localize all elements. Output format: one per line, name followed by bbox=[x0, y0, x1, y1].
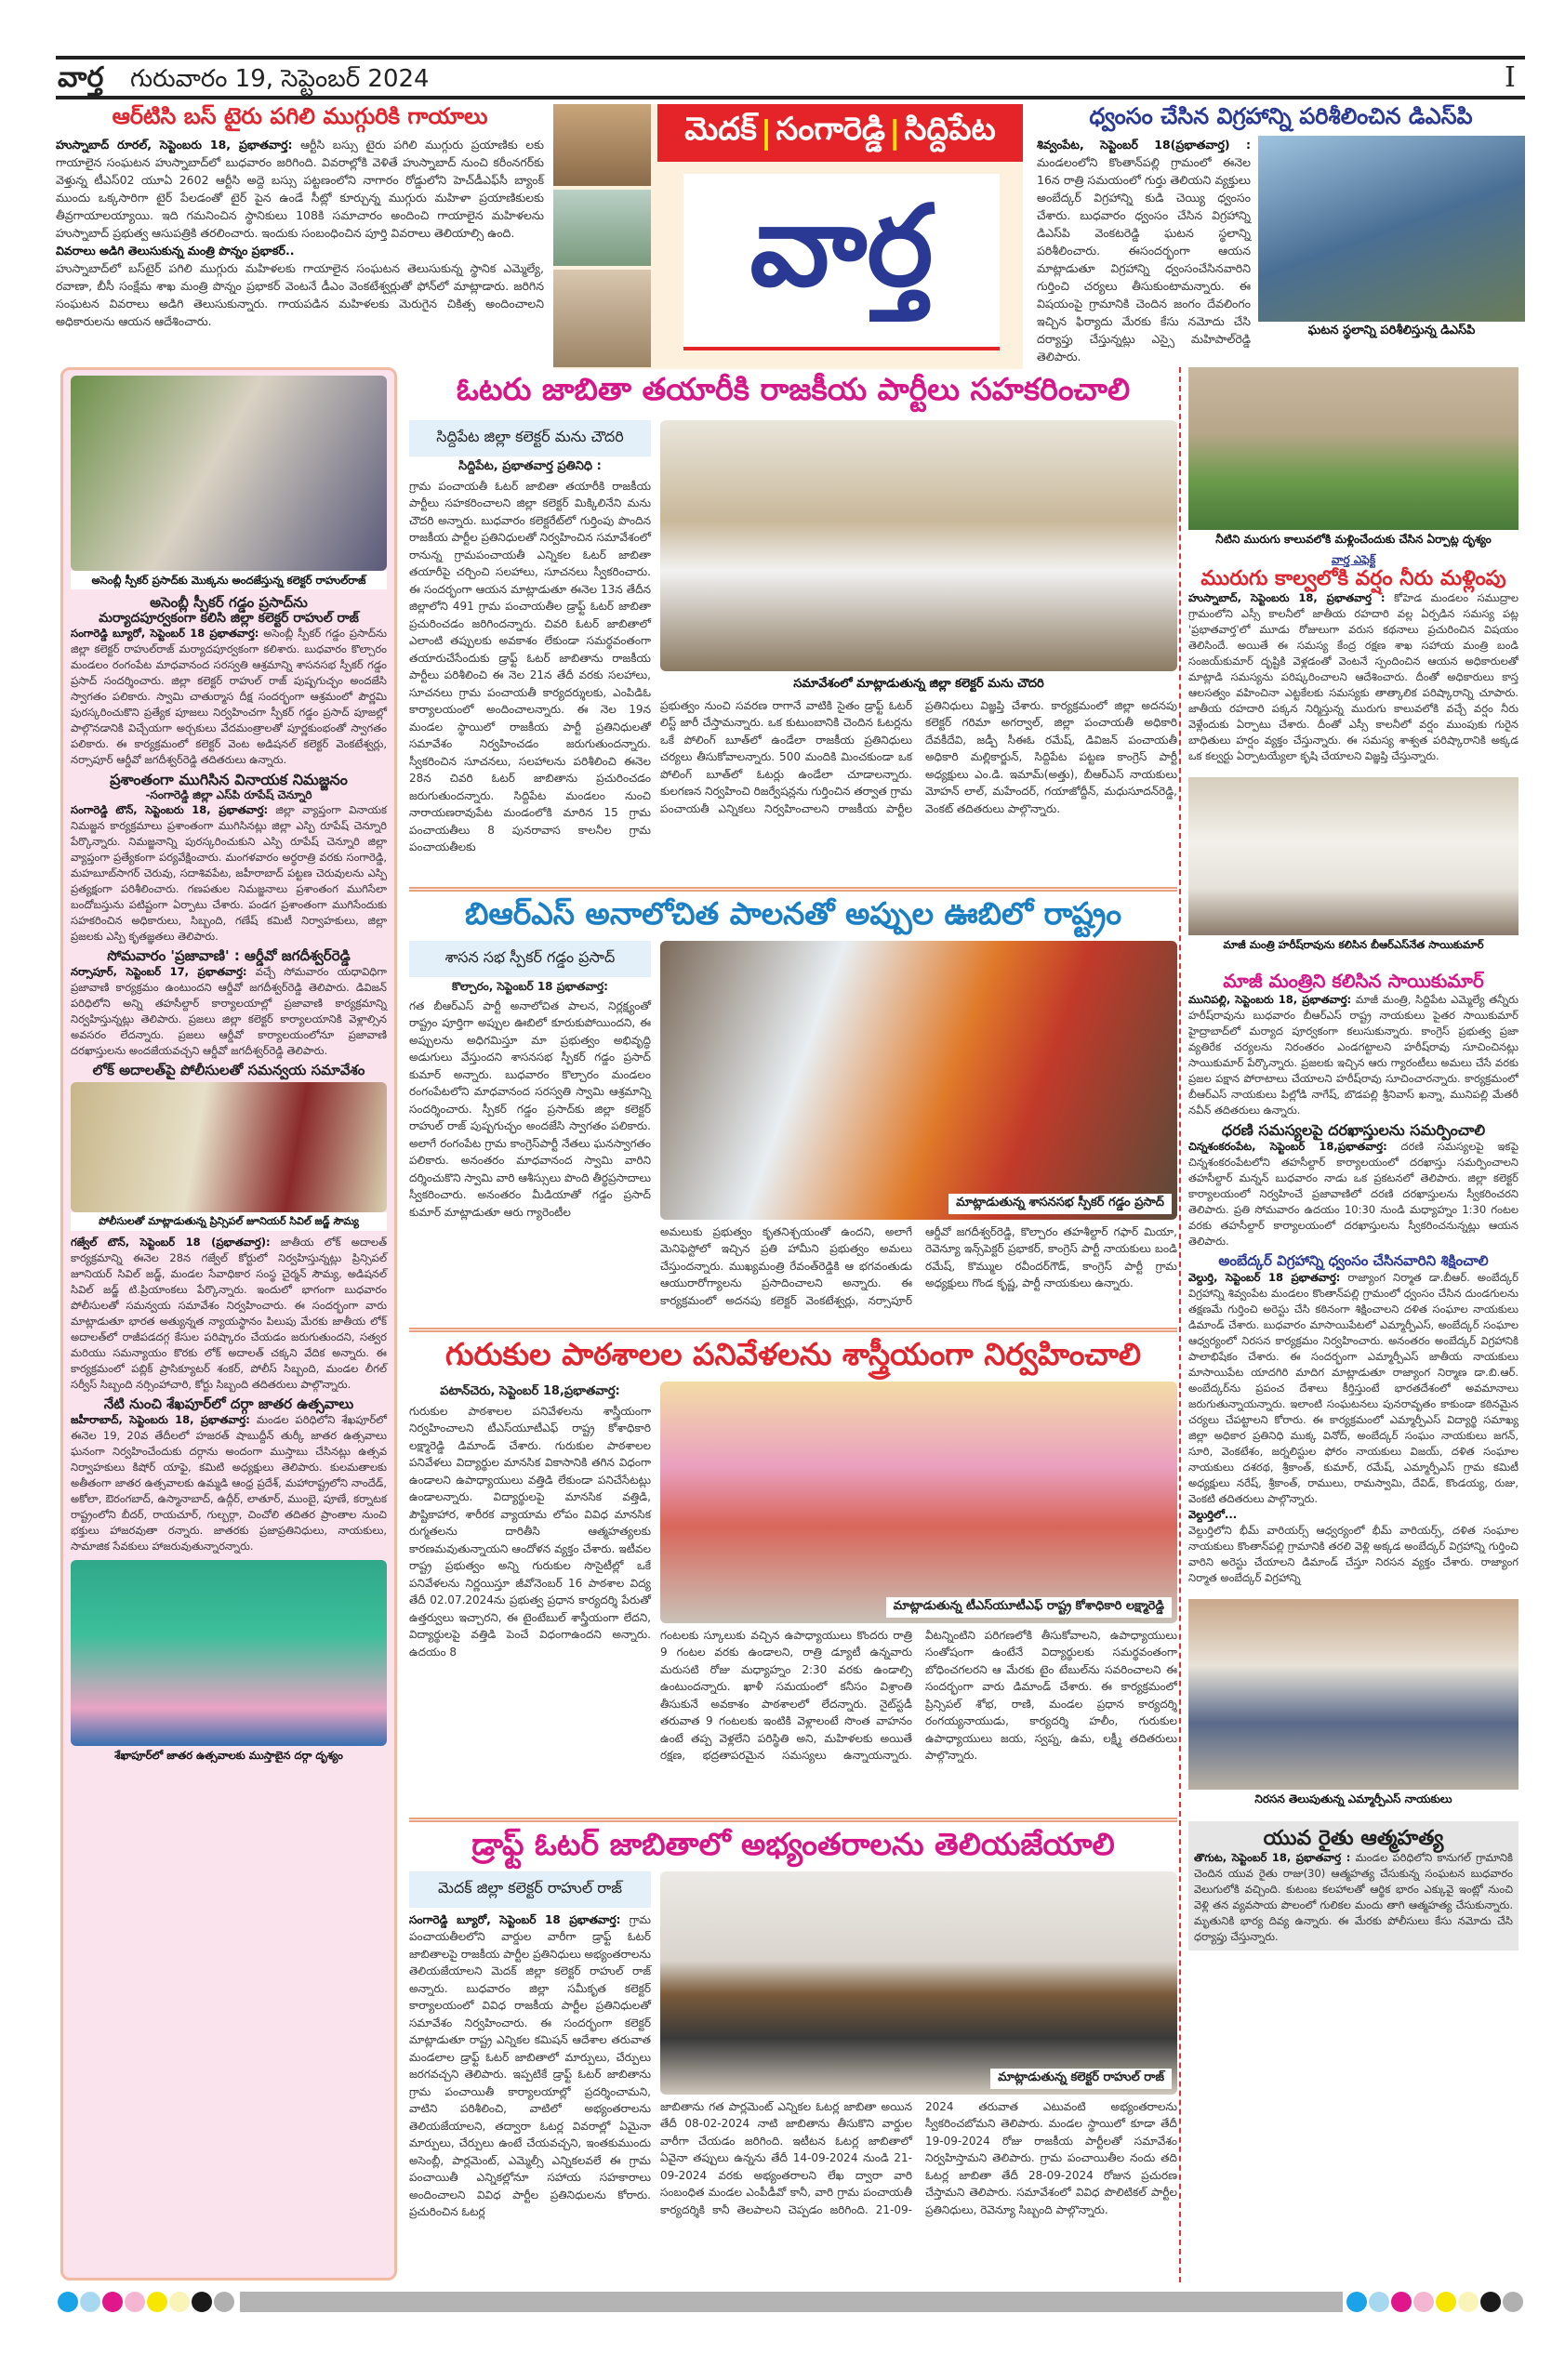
speaker-plant-photo bbox=[71, 376, 387, 571]
body: అమలుకు ప్రభుత్వం కృతనిశ్చయంతో ఉందని, అలాగే మెనిఫెస్టోలో ఇచ్చిన ప్రతి హామీని ప్రభుత్వం అమలు చేస్తుందన్నారు. ముఖ్యమంత్రి రేవంత్‌రెడ్డికి ఆ భగవంతుడు ఆయురారోగ్యాలను ప్రసాదించాలని అన్నారు. ఈ కార్యక్రమంలో అదనపు కలెక్టర్ వెంకటేశ్వర్లు, నర్సాపూర్ ఆర్డీవో జగదీశ్వర్‌రెడ్డి, కొల్చారం తహశీల్దార్ గఫార్ మియా, రెవెన్యూ ఇన్స్‌పెక్టర్ ప్రభాకర్, కాంగ్రెస్ పార్టీ నాయకులు బండి రమేష్, కొమ్ముల రవీందర్‌గౌడ్, కాంగ్రెస్ పార్టీ గ్రామ అధ్యక్షులు గొండ కృష్ణ, పార్టీ నాయకులు ఉన్నారు. bbox=[660, 1224, 1177, 1307]
subhead: -సంగారెడ్డి జిల్లా ఎస్‌పి రూపేష్ చెన్నూరి bbox=[145, 787, 312, 801]
headline: నేటి నుంచి శేఖపూర్‌లో దర్గా జాతర ఉత్సవాలు bbox=[103, 1395, 354, 1413]
body: ప్రభుత్వం నుంచి సవరణ రాగానే వాటికి సైతం డ్రాఫ్ట్ ఓటర్ లిస్ట్ జారీ చేస్తామన్నారు. ఒక కుటుంబానికి చెందిన ఓటర్లను ఒకే పోలింగ్ బూత్‌లో ఉండేలా రాజకీయ ప్రతినిధులు చర్యలు తీసుకోవాలన్నారు. 500 మందికి మించకుండా ఒక పోలింగ్ బూత్‌లో ఓటర్లు ఉండేలా చూడాలన్నారు. కులగణన నిర్వహించి రిజర్వేషన్లను గుర్తించిన తర్వాత గ్రామ పంచాయతీ ఎన్నికలు నిర్వహించాలని రాజకీయ పార్టీల ప్రతినిధులు విజ్ఞప్తి చేశారు. కార్యక్రమంలో జిల్లా అదనపు కలెక్టర్ గరిమా అగర్వాల్, జిల్లా పంచాయతీ అధికారి దేవకీదేవి, జడ్పీ సీఈఓ రమేష్, డివిజన్ పంచాయతీ అధికారి మల్లికార్జున్, సిద్దిపేట పట్టణ కాంగ్రెస్ పార్టీ అధ్యక్షులు ఎం.డి. ఇమామ్(అత్తు), బీఆర్‌ఎస్ నాయకులు మోహన్ లాల్, మహేందర్, గయాజోద్దీన్, మధుసూదన్‌రెడ్డి, వెంకట్ తదితరులు పాల్గొన్నారు. bbox=[660, 698, 1177, 815]
edition-medak: మెదక్ bbox=[684, 111, 757, 148]
temple-photo bbox=[553, 104, 651, 186]
edition-siddipet: సిద్దిపేట bbox=[904, 111, 996, 148]
collector-rahul-meeting-photo bbox=[660, 1871, 1177, 2095]
subhead: వివరాలు అడిగి తెలుసుకున్న మంత్రి పొన్నం ప్రభాకర్.. bbox=[56, 243, 295, 258]
article-draft-voter-medak bbox=[409, 1827, 1177, 2282]
church-photo bbox=[553, 270, 651, 367]
article-dsp-statue bbox=[1037, 104, 1525, 365]
edition-banner: మెదక్ | సంగారెడ్డి | సిద్దిపేట bbox=[657, 104, 1023, 162]
body: జాబితాను గత పార్లమెంట్ ఎన్నికల ఓటర్ల జాబితా అయిన తేదీ 08-02-2024 నాటి జాబితాను తీసుకొని వార్డుల వారీగా చేయడం జరిగింది. ఇటీటన ఓటర్ల జాబితాలో ఏవైనా తప్పులు ఉన్నను తేదీ 14-09-2024 నుండి 21-09-2024 వరకు అభ్యంతరాలని లేఖ ద్వారా వారి సంబంధిత మండల ఎంపీడీవో కానీ, వారి గ్రామ పంచాయతీ కార్యదర్శికి కానీ తెలపాలని చెప్పడం జరిగింది. 21-09-2024 తరువాత ఎటువంటి అభ్యంతరాలను స్వీకరించబోమని తెలిపారు. మండల స్థాయిలో కూడా తేదీ 19-09-2024 రోజు రాజకీయ పార్టీలతో సమావేశం నిర్వహిస్తామని తెలిపారు. గ్రామ పంచాయితీల నందు తది ఓటర్ల జాబితా తేదీ 28-09-2024 రోజున ప్రచురణ చేస్తామని తెలిపారు. సమావేశంలో వివిధ పొలిటికల్ పార్టీల ప్రతినిధులు, రెవెన్యూ సిబ్బంది పాల్గొన్నారు. bbox=[660, 2099, 1177, 2216]
header-date: గురువారం 19, సెప్టెంబర్ 2024 bbox=[130, 65, 430, 93]
headline: లోక్ అదాలత్‌పై పోలీసులతో సమన్వయ సమావేశం bbox=[92, 1061, 365, 1078]
fountain-photo bbox=[553, 190, 651, 266]
body: దరణి సమస్యలపై ఇకపై చిన్నశంకరంపేటలోని తహసీల్దార్ కార్యాలయంలో దరఖాస్తు సమర్పించాలని తహసీల్దార్ మన్నన్ బుధవారం నాడు ఒక ప్రకటనలో తెలిపారు. జిల్లా కలెక్టర్ కార్యాలయంలో నిర్వహించే ప్రజావాణిలో దరణి దరఖాస్తులను స్వీకరించరని తెలిపారు. ప్రతి సోమవారం ఉదయం 10:30 నుండి మధ్యాహ్నం 1:30 గంటల వరకు తహసీల్దార్ కార్యాలయంలో దరఖాస్తులను స్వీకరించనున్నట్లు ఆయన తెలిపారు. bbox=[1188, 1140, 1519, 1249]
headline: అసెంబ్లీ స్పీకర్ గడ్డం ప్రసాద్‌ను bbox=[150, 594, 308, 611]
body: రాజ్యాంగ నిర్మాత డా.బీఆర్. అంబేద్కర్ విగ్రహాన్ని శివ్వంపేట మండలం కొంతాన్‌పల్లి గ్రామంలో ధ్వంసం చేసిన దుండగులను తక్షణమే గుర్తించి అరెస్టు చేసి కఠినంగా శిక్షించాలని దళిత సంఘాల నాయకులు డిమాండ్ చేశారు. బుధవారం మాసాయిపేటలో ఎమ్మార్పీఎస్, అంబేద్కర్ సంఘాల ఆధ్వర్యంలో నిరసన కార్యక్రమం నిర్వహించారు. అనంతరం అంబేద్కర్ విగ్రహానికి పాలాభిషేకం చేశారు. ఈ సందర్భంగా ఎమ్మార్పీఎస్ జాతీయ నాయకులు మాసాయిపేట యాదగిరి మాదిగ మాట్లాడుతూ రాజ్యాంగ నిర్మాణ డా.బి.ఆర్. అంబేద్కర్‌ను ప్రపంచ దేశాలు కీర్తిస్తుంటే భారతదేశంలో అవమానాలు జరుగుతున్నాయన్నారు. ఇలాంటి సంఘటనలు పునరావృతం కాకుండా కఠినమైన చర్యలు చేపట్టాలని కోరారు. ఈ కార్యక్రమంలో ఎమ్మార్పీఎస్ విద్యార్థి సమాఖ్య జిల్లా అధికార ప్రతినిధి ముక్క వినోద్, అంబేద్కర్ సంఘం నాయకులు జగన్, సూరి, వెంకటేశం, జర్నలిస్టుల ఫోరం నాయకులు విజయ్, దళిత సంఘాల నాయకులు దశరథ, శ్రీకాంత్, కుమార్, రమేష్, ఎమ్మార్పీఎస్ గ్రామ కమిటీ అధ్యక్షులు నరేష్, శ్రీకాంత్, రాములు, రామస్వామి, దేవిడ్, కొండయ్య, రుజు, వెంకటి తదితరులు పాల్గొన్నారు. bbox=[1188, 1270, 1519, 1505]
dateline: సంగారెడ్డి టౌన్, సెప్టెంబరు 18, ప్రభాతవార్త: bbox=[71, 802, 269, 816]
body: గ్రామ పంచాయతీలలోని వార్డుల వారీగా డ్రాఫ్ట్ ఓటర్ జాబితాలపై రాజకీయ పార్టీల ప్రతినిధులు అభ్యంతరాలను తెలియజేయాలని మెదక్ జిల్లా కలెక్టర్ రాహుల్ రాజ్ అన్నారు. బుధవారం జిల్లా సమీకృత కలెక్టర్ కార్యాలయంలో వివిధ రాజకీయ పార్టీల ప్రతినిధులతో సమావేశం నిర్వహించారు. ఈ సందర్భంగా కలెక్టర్ మాట్లాడుతూ రాష్ట్ర ఎన్నికల కమిషన్ ఆదేశాల తరువాత మండలాల డ్రాఫ్ట్ ఓటర్ జాబితాలో మార్పులు, చేర్పులు జరగవచ్చని తెలిపారు. ఇప్పటికే డ్రాఫ్ట్ ఓటర్ జాబితాను గ్రామ పంచాయితీ కార్యాలయాల్లో ప్రదర్శించామని, వాటిని పరిశీలించి, వాటిలో అభ్యంతరాలను తెలియజేయాలని, తద్వారా ఓటర్ల వివరాల్లో ఏమైనా మార్పులు, చేర్పులు ఉంటే చేయవచ్చని, ఇంతకుముందు అసెంబ్లీ, పార్లమెంట్, ఎమ్మెల్సీ ఎన్నికలవలే ఈ గ్రామ పంచాయితీ ఎన్నికల్లోనూ సహాయ సహకారాలు అందించాలని వివిధ పార్టీల ప్రతినిధులను కోరారు. ప్రచురించిన ఓటర్ల bbox=[409, 1912, 651, 2219]
body: గ్రామ పంచాయతీ ఓటర్ జాబితా తయారీకి రాజకీయ పార్టీలు సహకరించాలని జిల్లా కలెక్టర్ మిక్కిలినేని మను చౌదరి అన్నారు. బుధవారం కలెక్టరేట్‌లో గుర్తింపు పొందిన రాజకీయ పార్టీల ప్రతినిధులతో నిర్వహించిన సమావేశంలో రానున్న గ్రామపంచాయతీ ఎన్నికల ఓటర్ జాబితా తయారీపై చర్చించి సలహాలు, సూచనలు స్వీకరించారు. ఈ సందర్భంగా ఆయన మాట్లాడుతూ ఈనెల 13న తేదీన జిల్లాలోని 491 గ్రామ పంచాయతీల డ్రాఫ్ట్ ఓటర్ జాబితా ప్రచురించడం జరిగిందన్నారు. చివరి ఓటర్ జాబితాలో ఎలాంటి తప్పులకు అవకాశం లేకుండా సమర్థవంతంగా తయారుచేసేందుకు డ్రాఫ్ట్ ఓటర్ జాబితాను రాజకీయ పార్టీలు పరిశీలించి ఈ నెల 21న తేదీ వరకు సలహాలు, సూచనలు గ్రామ పంచాయతీ కార్యదర్శులకు, ఎంపిడిఓ కార్యాలయంలో అందించాలన్నారు. ఈ నెల 19న మండల స్థాయిలో రాజకీయ పార్టీ ప్రతినిధులతో సమావేశం నిర్వహించడం జరుగుతుందన్నారు. స్వీకరించిన సూచనలు, సలహాలను పరిశీలించి ఈనెల 28న చివరి ఓటర్ జాబితాను ప్రచురించడం జరుగుతుందన్నారు. సిద్దిపేట మండలం నుంచి నారాయణరావుపేట మండంలోకి మారిన 15 గ్రామ పంచాయతీలు 8 పునరావాస కాలనీల గ్రామ పంచాయతీలకు bbox=[409, 479, 651, 854]
speaker-photo bbox=[660, 941, 1177, 1220]
section-divider bbox=[409, 887, 1177, 892]
dateline: చిన్నశంకరంపేట, సెప్టెంబర్ 18,ప్రభాతవార్త: bbox=[1188, 1140, 1387, 1154]
kicker: వార్త ఎఫెక్ట్ bbox=[1331, 553, 1376, 566]
headline: అంబేద్కర్ విగ్రహాన్ని ధ్వంసం చేసినవారిని శిక్షించాలి bbox=[1218, 1252, 1489, 1270]
section-divider bbox=[409, 1328, 1177, 1332]
photo-caption: పోలీసులతో మాట్లాడుతున్న ప్రిన్సిపల్ జూనియర్ సివిల్ జడ్జ్ సౌమ్య bbox=[71, 1212, 387, 1231]
headline: ధ్వంసం చేసిన విగ్రహాన్ని పరిశీలించిన డిఎస్‌పి bbox=[1089, 103, 1473, 129]
dateline: తొగుట, సెప్టెంబర్ 18, ప్రభాతవార్త : bbox=[1194, 1851, 1351, 1865]
headline: ఓటరు జాబితా తయారీకి రాజకీయ పార్టీలు సహకరించాలి bbox=[456, 372, 1131, 407]
left-column-box bbox=[60, 367, 397, 2281]
right-column bbox=[1188, 367, 1519, 2282]
headline: మాజీ మంత్రిని కలిసిన సాయికుమార్ bbox=[1223, 970, 1484, 993]
header-bottom-rule bbox=[56, 96, 1525, 99]
header-top-rule bbox=[56, 56, 1525, 60]
collector-meeting-photo bbox=[660, 420, 1177, 671]
registration-dot bbox=[102, 2292, 123, 2312]
headline: ప్రశాంతంగా ముగిసిన వినాయక నిమజ్జనం bbox=[110, 771, 348, 789]
body: జిల్లా వ్యాప్తంగా వినాయక నిమజ్జన కార్యక్రమాలు ప్రశాంతంగా ముగిసినట్లు జిల్లా ఎస్పి రూపేష్ చెన్నూరి పేర్కొన్నారు. నిమజ్జనాన్ని పురస్కరించుకుని ఎస్పి రూపేష్ చెన్నూరి జిల్లా వ్యాప్తంగా ప్రత్యేకంగా పర్యవేక్షించారు. మంగళవారం అర్ధరాత్రి వరకు సంగారెడ్డి, మహబూబ్‌సాగర్ చెరువు, సదాశివపేట, జహీరాబాద్ పట్టణ చెరువులను ఎస్పి ప్రత్యక్షంగా పరిశీలించారు. గణపతుల నిమజ్జనాలు ప్రశాంతంగ ముగిసేలా బందోబస్తును పటిష్టంగా ఏర్పాటు చేశారు. పండగ ప్రశాంతంగా ముగిసేందుకు సహకరించిన అధికారులు, సిబ్బంది, గణేష్ కమిటీ నిర్వాహకులు, జిల్లా ప్రజలకు ఎస్పి కృతజ్ఞతలు తెలిపారు. bbox=[71, 802, 388, 943]
subhead: వెల్దుర్తిలో... bbox=[1188, 1507, 1238, 1521]
headline: యువ రైతు ఆత్మహత్య bbox=[1263, 1826, 1444, 1850]
police-meeting-photo bbox=[71, 1082, 387, 1212]
teachers-protest-photo bbox=[660, 1382, 1177, 1623]
registration-dot bbox=[1458, 2292, 1479, 2312]
headline: ధరణి సమస్యలపై దరఖాస్తులను సమర్పించాలి bbox=[1221, 1121, 1486, 1140]
registration-dot bbox=[147, 2292, 167, 2312]
registration-dot bbox=[1391, 2292, 1412, 2312]
photo-caption: నిరసన తెలుపుతున్న ఎమ్మార్పీఎస్ నాయకులు bbox=[1254, 1792, 1452, 1805]
registration-dot bbox=[125, 2292, 145, 2312]
photo-caption: శేఖాపూర్‌లో జాతర ఉత్సవాలకు ముస్తాబైన దర్గా దృశ్యం bbox=[114, 1749, 343, 1763]
dateline: సిద్దిపేట, ప్రభాతవార్త ప్రతినిధి : bbox=[458, 458, 602, 473]
registration-bar bbox=[58, 2290, 1525, 2314]
dateline: హుస్నాబాద్, సెప్టెంబరు 18, ప్రభాతవార్త : bbox=[1188, 591, 1386, 605]
registration-dot bbox=[1346, 2292, 1367, 2312]
photo-caption: ఘటన స్థలాన్ని పరిశీలిస్తున్న డిఎస్‌పి bbox=[1307, 323, 1476, 337]
subhead-box: సిద్దిపేట జిల్లా కలెక్టర్ మను చౌదరి bbox=[409, 420, 651, 456]
statue-photo bbox=[1258, 136, 1525, 322]
section-divider bbox=[409, 1818, 1177, 1822]
registration-dot bbox=[1369, 2292, 1389, 2312]
subhead-box: శాసన సభ స్పీకర్ గడ్డం ప్రసాద్ bbox=[409, 941, 651, 977]
dateline: హుస్నాబాద్ రూరల్, సెప్టెంబరు 18, ప్రభాతవార్త: bbox=[56, 137, 293, 152]
dateline: సంగారెడ్డి బ్యూరో, సెప్టెంబర్ 18 ప్రభాతవార్త: bbox=[409, 1912, 621, 1926]
article-bus-tyre bbox=[56, 104, 544, 330]
registration-dot bbox=[1503, 2292, 1523, 2312]
body: గత బీఆర్ఎస్ పార్టీ అనాలోచిత పాలన, నిర్లక్ష్యంతో రాష్ట్రం పూర్తిగా అప్పుల ఊబిలో కూరుకుపోయిందని, ఈ అప్పులను అధిగమిస్తూ మా ప్రభుత్వం అభివృద్ధి అడుగులు వేస్తుందని శాసనసభ స్పీకర్ గడ్డం ప్రసాద్ కుమార్ అన్నారు. బుధవారం కొల్చారం మండలం రంగంపేటలోని మాధవానంద సరస్వతి స్వామి ఆశ్రమాన్ని సందర్శించారు. స్పీకర్ గడ్డం ప్రసాద్‌కు జిల్లా కలెక్టర్ రాహుల్ రాజ్ పుష్పగుచ్ఛం అందజేసి స్వాగతం పలికారు. అలాగే రంగంపేట గ్రామ కాంగ్రెస్‌పార్టీ నేతలు ఘనస్వాగతం పలికారు. అనంతరం మాధవానంద స్వామి వారిని దర్శించుకొని స్వామి వారి ఆశీస్సులు పొంది తీర్థప్రసాదాలు స్వీకరించారు. అనంతరం మీడియాతో గడ్డం ప్రసాద్ కుమార్ మాట్లాడుతూ ఆరు గ్యారెంటీల bbox=[409, 998, 651, 1219]
registration-dot bbox=[214, 2292, 234, 2312]
mrps-protest-photo bbox=[1188, 1599, 1519, 1790]
edition-sangareddy: సంగారెడ్డి bbox=[776, 111, 886, 148]
masthead bbox=[553, 104, 1023, 369]
drain-photo bbox=[1188, 367, 1519, 530]
registration-dot bbox=[1436, 2292, 1456, 2312]
dateline: జహీరాబాద్, సెప్టెంబరు 18, ప్రభాతవార్త: bbox=[71, 1413, 250, 1427]
body: వెల్దుర్తిలోని భీమ్ వారియర్స్ ఆధ్వర్యంలో భీమ్ వారియర్స్, దళిత సంఘాల నాయకులు కొంతాన్‌పల్లి గ్రామానికి తరలి వెళ్లి అక్కడ అంబేద్కర్ విగ్రహాన్ని గుర్తించి వారిని అరెస్టు చేయాలని డిమాండ్ చేస్తూ నిరసన వ్యక్తం చేశారు. రాజ్యాంగ నిర్మాత అంబేద్కర్ విగ్రహాన్ని bbox=[1188, 1523, 1519, 1584]
article-farmer-suicide bbox=[1188, 1821, 1519, 1950]
article-gurukul-timings bbox=[409, 1337, 1177, 1816]
registration-dot bbox=[1480, 2292, 1501, 2312]
dateline: పటాన్‌చెరు, సెప్టెంబర్ 18,ప్రభాతవార్త: bbox=[440, 1383, 620, 1398]
photo-caption: మాట్లాడుతున్న శాసనసభ స్పీకర్ గడ్డం ప్రసాద్ bbox=[948, 1194, 1172, 1214]
body: మండల పరిధిలోని శేఖపూర్‌లో ఈనెల 19, 20వ తేదీలలో హజరత్ షాబుద్దీన్ తుర్కీ జాతర ఉత్సవాలు ఘనంగా నిర్వహించేందుకు దర్గాను అందంగా ముస్తాబు చేసినట్లు ఉత్సవ నిర్వాహకులు కిషోర్ యాఫై, కమిటి అధ్యక్షులు తెలిపారు. కులమతాలకు అతీతంగా జాతర ఉత్సవాలకు ఉమ్మడి ఆంధ్ర ప్రదేశ్, మహారాష్ట్రలోని నాందేడ్, అకోలా, ఔరంగబాద్, ఉస్మానాబాద్, ఉద్గీర్, లాతూర్, ముంబై, పూణే, కర్నాటక రాష్ట్రంలోని బీదర్, రాయచూర్, గుల్బర్గా, చించోలి తదితర ప్రాంతాల నుంచి భక్తులు హాజరవుతా రన్నారు. జాతరకు ప్రజాప్రతినిధులు, నాయకులు, సామాజిక సేవకులు హాజరువుతున్నారన్నారు. bbox=[71, 1413, 388, 1554]
dateline: మునిపల్లి, సెప్టెంబరు 18, ప్రభాతవార్త: bbox=[1188, 993, 1352, 1007]
article-brs-debt bbox=[409, 896, 1177, 1324]
headline: గురుకుల పాఠశాలల పనివేళలను శాస్త్రీయంగా నిర్వహించాలి bbox=[444, 1337, 1142, 1372]
page-number: I bbox=[1505, 61, 1516, 94]
body: కోహెడ మండలం సముద్రాల గ్రామంలోని ఎస్సీ కాలనీలో జాతీయ రహదారి వల్ల ఏర్పడిన సమస్య పట్ల 'ప్రభాతవార్త'లో మూడు రోజులుగా వరుస కథనాలు ప్రచురించిన విషయం తెలిసిందే. అయితే ఈ సమస్య కేంద్ర రక్షణ శాఖ సహాయ మంత్రి బండి సంజయ్‌కుమార్ దృష్టికి వెళ్లడంతో వెంటనే స్పందించిన ఆయన అధికారులతో మాట్లాడి సమస్యను పరిష్కరించాలని ఆదేశించారు. దీంతో అధికారులు కాస్త ఆలసత్వం వహించినా ఎట్టకేలకు సమస్యకు తాత్కాలిక పరిష్కారాన్ని చూపారు. జాతీయ రహదారి పక్కన నిర్మిస్తున్న మురుగు కాలువలోకి వచ్చే వర్షం నీరు వెళ్లేందుకు ఏర్పాటు చేశారు. దీంతో ఎస్సీ కాలనీలో వర్షం ముంపుకు గురైన బాధితులు హర్షం వ్యక్తం చేస్తున్నారు. ఈ సమస్య శాశ్వత పరిష్కారానికి అక్కడ ఒక కల్వర్టు ఏర్పాటయ్యేలా కృషి చేయాలని విజ్ఞప్తి చేస్తున్నారు. bbox=[1188, 591, 1519, 763]
photo-caption: మాజీ మంత్రి హరీష్‌రావును కలిసిన బీఆర్ఎస్‌నేత సాయికుమార్ bbox=[1223, 938, 1484, 952]
logo-vaartha: వార్త bbox=[683, 174, 1000, 350]
headline: మురుగు కాల్వలోకి వర్షం నీరు మళ్లింపు bbox=[1200, 566, 1506, 590]
body: గురుకుల పాఠశాలల పనివేళలను శాస్త్రీయంగా నిర్వహించాలని టీఎస్‌యూటీఎఫ్ రాష్ట్ర కోశాధికారి లక్ష్మారెడ్డి డిమాండ్ చేశారు. గురుకుల పాఠశాలల పనివేళలు విద్యార్థుల మానసిక వికాసానికి తగిన విధంగా ఉండాలని ఉపాధ్యాయులు వత్తిడి లేకుండా పనిచేసేటట్లు ఉండాలన్నారు. విద్యార్థులపై మానసిక వత్తిడి, పౌష్టికాహార, శారీరక వ్యాయామ లోపం వివిధ మానసిక రుగ్మతలను దారితీసి ఆత్మహత్యలకు కారణమవుతున్నాయని ఆందోళన వ్యక్తం చేశారు. ఇటీవల రాష్ట్ర ప్రభుత్వం అన్ని గురుకుల సొసైటీల్లో ఒకే పనివేళలను నిర్ణయిస్తూ జీవోనెంబర్ 16 పాఠశాల విద్య తేదీ 02.07.2024ను ప్రభుత్వ ప్రధాన కార్యదర్శి పేరుతో ఉత్తర్వులు ఇచ్చారని, ఈ టైంటేబుల్ శాస్త్రీయంగా లేదని, విద్యార్థులపై వత్తిడి పెంచే విధంగాఉందని అన్నారు. ఉదయం 8 bbox=[409, 1404, 651, 1659]
dargah-photo bbox=[71, 1560, 387, 1746]
headline: మర్యాదపూర్వకంగా కలిసి జిల్లా కలెక్టర్ రాహుల్ రాజ్ bbox=[99, 611, 359, 627]
body: మాజీ మంత్రి, సిద్దిపేట ఎమ్మెల్యే తన్నీరు హరీష్‌రావును బుధవారం బీఆర్ఎస్ రాష్ట్ర నాయకులు పైతర సాయికుమార్ హైద్రాబాద్‌లో మర్యాద పూర్వకంగా కలుసుకున్నారు. కాంగ్రెస్ ప్రభుత్వ ప్రజా వ్యతిరేక చర్యలను నిరంతరం ఎండగట్టాలని హరీష్‌రావు సూచించినట్లు సాయికుమార్ పేర్కొన్నారు. ప్రజలకు ఇచ్చిన ఆరు గ్యారంటీలు అమలు చేసే వరకు ప్రజల పక్షాన పోరాటాలు చేయాలని హరీష్‌రావు సూచించారన్నారు. కార్యక్రమంలో బీఆర్ఎస్ నాయకులు పిల్లోడి నాగేష్, బొడపల్లి శ్రీనివాస్ ఖన్నా, మునిపల్లి మేతరీ నవీన్ తదితరులు ఉన్నారు. bbox=[1188, 993, 1519, 1117]
dateline: శివ్వంపేట, సెప్టెంబర్ 18(ప్రభాతవార్త) : bbox=[1037, 137, 1251, 152]
headline: డ్రాఫ్ట్ ఓటర్ జాబితాలో అభ్యంతరాలను తెలియజేయాలి bbox=[471, 1827, 1115, 1862]
photo-caption: మాట్లాడుతున్న కలెక్టర్ రాహుల్ రాజ్ bbox=[990, 2069, 1172, 2089]
dateline: నర్సాపూర్, సెప్టెంబర్ 17, ప్రభాతవార్త: bbox=[71, 964, 247, 978]
photo-caption: మాట్లాడుతున్న టీఎస్‌యూటీఎఫ్ రాష్ట్ర కోశాధికారి లక్ష్మారెడ్డి bbox=[886, 1597, 1172, 1618]
article-voter-list-siddipet bbox=[409, 372, 1177, 888]
header-paper-name: వార్త bbox=[58, 61, 104, 94]
registration-dot bbox=[1413, 2292, 1434, 2312]
photo-caption: నీటిని మురుగు కాలువలోకి మళ్లించేందుకు చేసిన ఏర్పాట్ల దృశ్యం bbox=[1215, 533, 1492, 546]
body: ఆర్టీసి బస్సు టైరు పగిలి ముగ్గురు ప్రయాణికు లకు గాయాలైన సంఘటన హుస్నాబాద్‌లో బుధవారం జరిగింది. వివరాల్లోకి వెళితే హుస్నాబాద్ నుంచి కరీంనగర్‌కు వెళ్తున్న టీఎస్02 యూఏ 2602 ఆర్టీసి అద్దె బస్సు పట్టణంలోని నాగారం రోడ్డులోని హెచ్‌డీఎఫ్‌సీ బ్యాంక్ ముందు ఒక్కసారిగా టైర్ పేలడంతో టైర్ పైన ఉండే సీట్లో కూర్చున్న ముగ్గురు మహిళా ప్రయాణికులకు తీవ్రగాయాలయ్యాయి. ఇది గమనించిన స్థానికులు 108కి సమాచారం అందించి గాయాలైన మహిళలను హుస్నాబాద్ ప్రభుత్వ ఆసుపత్రికి తరలించారు. ఇందుకు సంబంధించిన పూర్తి వివరాలు తెలియాల్సి ఉంది. bbox=[56, 137, 544, 240]
body: హుస్నాబాద్‌లో బస్‌టైర్ పగిలి ముగ్గురు మహిళలకు గాయాలైన సంఘటన తెలుసుకున్న స్థానిక ఎమ్మెల్యే, రవాణా, బీసీ సంక్షేమ శాఖ మంత్రి పొన్నం ప్రభాకర్ వెంటనే డీఎం వెంకటేశ్వర్లుతో ఫోన్‌లో మాట్లాడారు. జరిగిన సంఘటన వివరాలు అడిగి తెలుసుకున్నారు. గాయపడిన మహిళలకు మెరుగైన చికిత్స అందించాలని అధికారులను ఆయన ఆదేశించారు. bbox=[56, 260, 544, 328]
body: మండలంలోని కొంతాన్‌పల్లి గ్రామంలో ఈనెల 16న రాత్రి సమయంలో గుర్తు తెలియని వ్యక్తులు అంబేద్కర్ విగ్రహాన్ని కుడి చెయ్యి ధ్వంసం చేశారు. బుధవారం ధ్వంసం చేసిన విగ్రహాన్ని డిఎస్‌పి వెంకటరెడ్డి ఘటన స్థలాన్ని పరిశీలించారు. ఈసందర్భంగా ఆయన మాట్లాడుతూ విగ్రహాన్ని ధ్వంసంచేసినవారిని గుర్తించి చర్యలు తీసుకుంటామన్నారు. ఈ విషయంపై గ్రామానికి చెందిన జంగం దేవలింగం ఇచ్చిన ఫిర్యాదు మేరకు కేసు నమోదు చేసి దర్యాప్తు చేస్తున్నట్లు ఎస్సై మహిపాల్‌రెడ్డి తెలిపారు. bbox=[1037, 154, 1251, 364]
subhead-box: మెదక్ జిల్లా కలెక్టర్ రాహుల్ రాజ్ bbox=[409, 1871, 651, 1908]
registration-dot bbox=[169, 2292, 190, 2312]
grey-strip bbox=[240, 2292, 1343, 2312]
dateline: వెల్దుర్తి, సెప్టెంబర్ 18 ప్రభాతవార్త: bbox=[1188, 1270, 1341, 1284]
registration-dot bbox=[192, 2292, 212, 2312]
photo-caption: సమావేశంలో మాట్లాడుతున్న జిల్లా కలెక్టర్ మను చౌదరి bbox=[793, 676, 1044, 691]
registration-dot bbox=[80, 2292, 100, 2312]
dateline: గజ్వేల్ టౌన్, సెప్టెంబర్ 18 (ప్రభాతవార్త): bbox=[71, 1236, 271, 1250]
headline: సోమవారం 'ప్రజావాణి' : ఆర్డీవో జగదీశ్వర్‌రెడ్డి bbox=[107, 946, 351, 964]
column-divider bbox=[1179, 367, 1181, 2282]
body: మండల పరిధిలోని కానుగల్ గ్రామానికి చెందిన యువ రైతు రాజు(30) ఆత్మహత్య చేసుకున్న సంఘటన బుధవారం వెలుగులోకి వచ్చింది. కుటంబ కలహాలతో ఆర్థిక భారం ఎక్కువై ఇంట్లో నుంచి వెళ్లి తన వ్యవసాయ పొలంలో గులికల మందు తాగి ఆత్మహత్య చేసుకున్నారు. మృతునికి భార్య దివ్య ఉన్నారు. ఈ మేరకు పోలీసులు కేసు నమోదు చేసి ధర్యాప్తు చేస్తున్నారు. bbox=[1194, 1851, 1513, 1944]
body: వచ్చే సోమవారం యధావిధిగా ప్రజావాణి కార్యక్రమం ఉంటుందని ఆర్డీవో జగదీశ్వర్‌రెడ్డి తెలిపారు. డివిజన్ పరిధిలోని అన్ని తహసీల్దార్ కార్యాలయాల్లో ప్రజావాణి కార్యక్రమాన్ని నిర్వహిస్తున్నట్లు తెలిపారు. ప్రజలు జిల్లా కలెక్టర్ కార్యాలయానికి వెళ్లాల్సిన అవసరం లేదన్నారు. ప్రజలు ఆర్డీవో కార్యాలయంలోనూ ప్రజావాణి దరఖాస్తులను అందజేయవచ్చని ఆర్డీవో జగదీశ్వర్‌రెడ్డి తెలిపారు. bbox=[71, 964, 387, 1057]
photo-caption: అసెంబ్లీ స్పీకర్ ప్రసాద్‌కు మొక్కను అందజేస్తున్న కలెక్టర్ రాహుల్‌రాజ్ bbox=[71, 571, 387, 589]
headline: బిఆర్ఎస్ అనాలోచిత పాలనతో అప్పుల ఊబిలో రాష్ట్రం bbox=[464, 896, 1122, 932]
harish-rao-photo bbox=[1188, 777, 1519, 935]
body: అసెంబ్లీ స్పీకర్ గడ్డం ప్రసాద్‌ను జిల్లా కలెక్టర్ రాహుల్‌రాజ్ మర్యాదపూర్వకంగా కలిశారు. బుధవారం కొల్చారం మండలం రంగంపేట మాధవానంద సరస్వతి ఆశ్రమాన్ని శాసనసభ స్పీకర్ గడ్డం ప్రసాద్ సందర్శించారు. జిల్లా కలెక్టర్ రాహుల్ రాజ్ పుష్పగుచ్ఛం అందజేసి స్వాగతం పలికారు. స్వామి చాతుర్మాస దీక్ష సందర్భంగా ఆశ్రమంలో పౌర్ణమి పురస్కరించుకొని ప్రత్యేక పూజలు నిర్వహించగా స్పీకర్ గడ్డం ప్రసాద్ పూజల్లో పాల్గొనడానికి విచ్చేయగా అర్చకులు వేదమంత్రాలతో పూర్ణకుంభంతో స్వాగతం పలికారు. ఈ కార్యక్రమంలో కలెక్టర్ వెంట అడిషనల్ కలెక్టర్ వెంకటేశ్వర్లు, నర్సాపూర్ ఆర్డీవో జగదీశ్వర్‌రెడ్డి తదితరులు ఉన్నారు. bbox=[71, 627, 388, 767]
dateline: సంగారెడ్డి బ్యూరో, సెప్టెంబర్ 18 ప్రభాతవార్త: bbox=[71, 627, 259, 641]
body: జాతీయ లోక్ అదాలత్ కార్యక్రమాన్ని ఈనెల 28న గజ్వేల్ కోర్టులో నిర్వహిస్తున్నట్లు ప్రిన్సిపల్ జూనియర్ సివిల్ జడ్జ్, మండల సేవాధికార సంస్థ చైర్మన్ సౌమ్య, అడిషనల్ సివిల్ జడ్జ్ టి.ప్రియాంకలు పేర్కొన్నారు. ఇందులో భాగంగా బుధవారం పోలీసులతో సమన్వయ సమావేశం నిర్వహించారు. ఈ సందర్భంగా వారు మాట్లాడుతూ భారత అత్యున్నత న్యాయస్థానం పిలుపు మేరకు జాతీయ లోక్ అదాలత్‌లో రాజీపడదగ్గ కేసుల పరిష్కారం చేయడం జరుగుతుందని, సత్వర మరియు సమన్యాయం కొరకు లోక్ అదాలత్ చక్కని వేదిక అన్నారు. ఈ కార్యక్రమంలో పబ్లిక్ ప్రాసిక్యూటర్ శంకర్, పోలీస్ సిబ్బంది, మండల లీగల్ సర్వీస్ సిబ్బంది నర్సింహాచారి, కోర్టు సిబ్బంది తదితరులు పాల్గొన్నారు. bbox=[71, 1236, 388, 1392]
dateline: కొల్చారం, సెప్టెంబర్ 18 ప్రభాతవార్త: bbox=[452, 979, 608, 993]
body: గంటలకు స్కూలుకు వచ్చిన ఉపాధ్యాయులు కొందరు రాత్రి 9 గంటల వరకు ఉండాలని, రాత్రి డ్యూటీ ఉన్నవారు మరుసటి రోజు మధ్యాహ్నం 2:30 వరకు ఉండాల్సి ఉంటుందన్నారు. ఖాళీ సమయంలో కనీసం విశ్రాంతి తీసుకునే అవకాశం పాఠశాలలో లేదన్నారు. నైట్‌స్టడీ తరువాత 9 గంటలకు ఇంటికి వెళ్లాలంటే సొంత వాహనం ఉంటే తప్ప వెళ్లలేని పరిస్థితి అని, మహిళలకు అయితే రక్షణ, భద్రతాపరమైన సమస్యలు ఉన్నాయన్నారు. వీటన్నింటిని పరిగణలోకి తీసుకోవాలని, ఉపాధ్యాయులు సంతోషంగా ఉంటేనే విద్యార్థులకు సమర్థవంతంగా బోధించగలరని ఆ మేరకు టైం టేబుల్‌ను సవరించాలని ఈ సందర్భంగా వారు డిమాండ్ చేశారు. ఈ కార్యక్రమంలో ప్రిన్సిపల్ శోభ, రాణి, మండల ప్రధాన కార్యదర్శి రంగయ్యనాయుడు, కార్యదర్శి హలీం, గురుకుల ఉపాధ్యాయులు జయ, స్వప్న, ఉమ, లక్ష్మీ తదితరులు పాల్గొన్నారు. bbox=[660, 1628, 1177, 1763]
headline: ఆర్‌టిసి బస్ టైరు పగిలి ముగ్గురికి గాయాలు bbox=[112, 103, 488, 129]
registration-dot bbox=[58, 2292, 78, 2312]
